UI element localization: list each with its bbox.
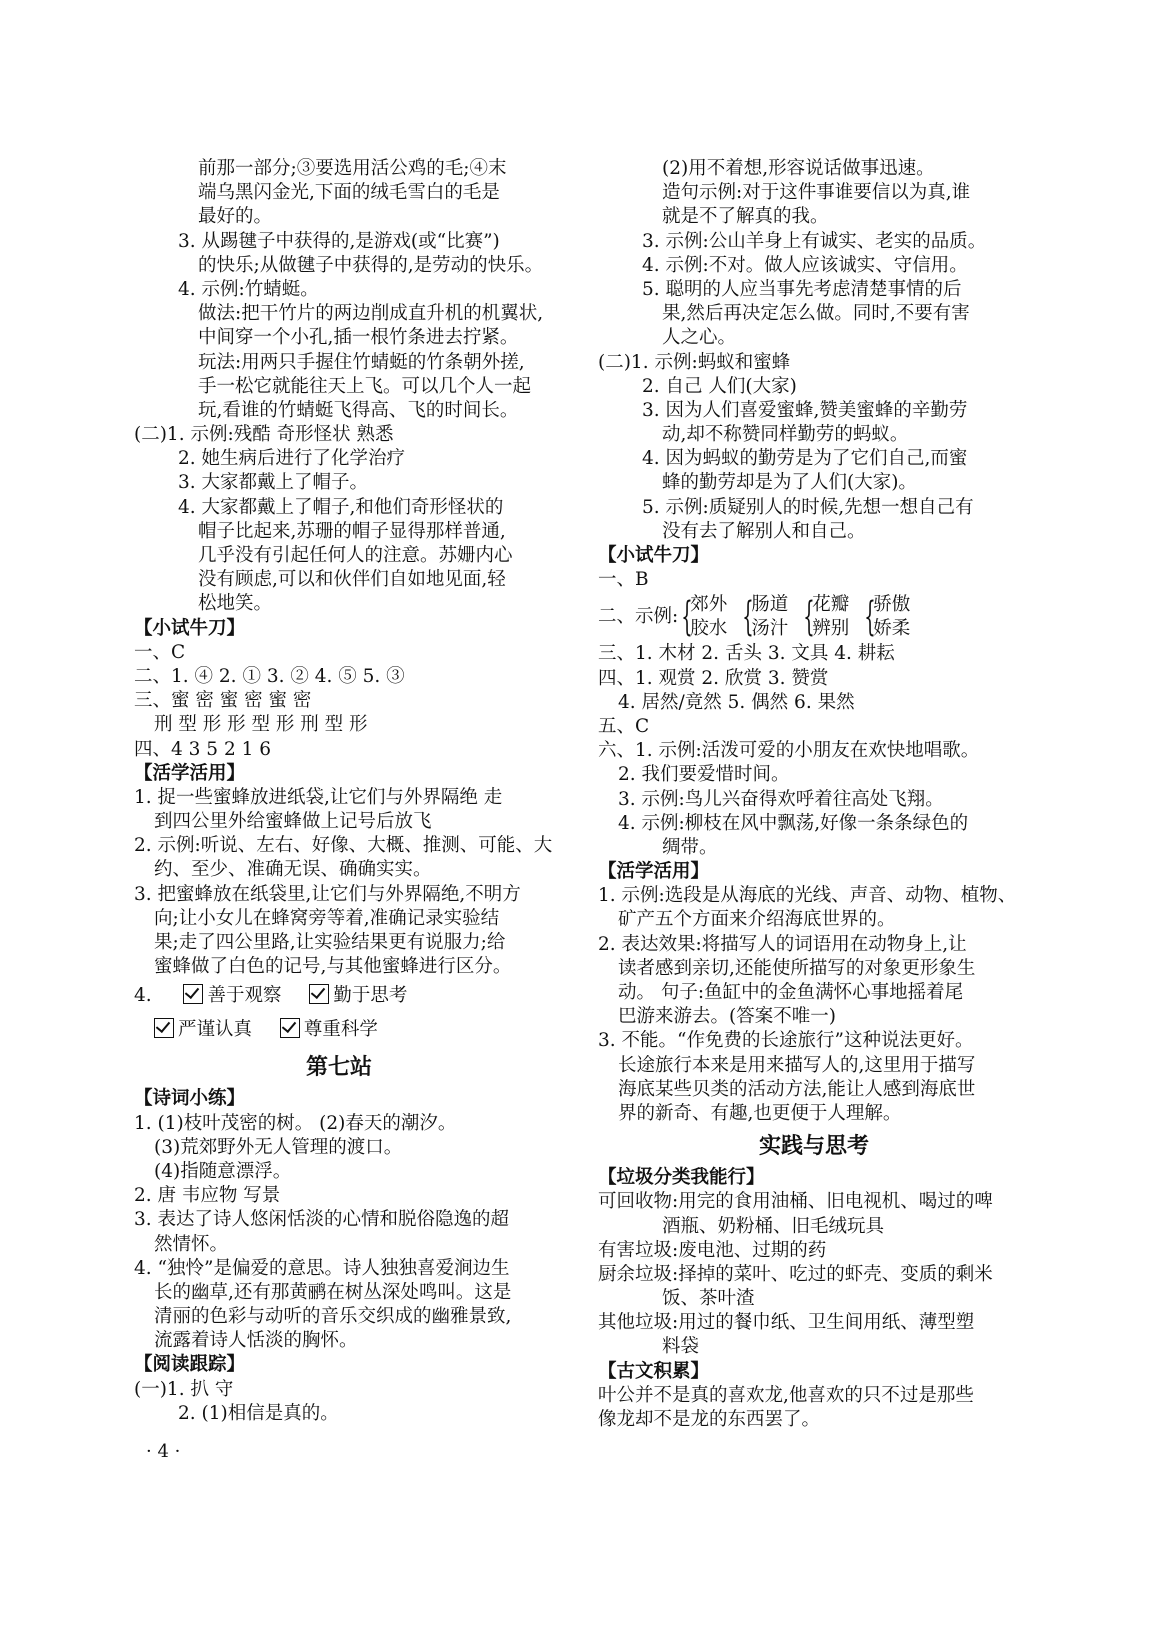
answer-line: 动。 句子:鱼缸中的金鱼满怀心事地摇着尾 <box>618 982 964 1003</box>
checkbox-row-1 <box>134 979 544 1013</box>
answer-line: 3. 表达了诗人悠闲恬淡的心情和脱俗隐逸的超 <box>134 1209 510 1231</box>
answer-line: (4)指随意漂浮。 <box>154 1160 292 1182</box>
answer-line: 果,然后再决定怎么做。同时,不要有害 <box>662 303 970 325</box>
checkbox-row-2 <box>134 1013 544 1047</box>
question-number: 4. <box>134 985 152 1007</box>
answer-line: 六、1. 示例:活泼可爱的小朋友在欢快地唱歌。 <box>598 740 980 762</box>
section-heading: 【阅读跟踪】 <box>134 1354 246 1376</box>
answer-line: 2. 我们要爱惜时间。 <box>618 764 790 786</box>
answer-line: 一、B <box>598 569 649 591</box>
answer-line: (二)1. 示例:残酷 奇形怪状 熟悉 <box>134 424 394 446</box>
check-item: 严谨认真 <box>154 1013 252 1047</box>
word-pair: { 骄傲 娇柔 <box>864 594 911 641</box>
answer-line: 4. 示例:竹蜻蜓。 <box>178 278 319 300</box>
answer-line: 造句示例:对于这件事谁要信以为真,谁 <box>662 182 971 204</box>
answer-line: 2. 自己 人们(大家) <box>642 375 797 397</box>
word-pair: { 肠道 汤汁 <box>742 594 789 641</box>
answer-line: 中间穿一个小孔,插一根竹条进去拧紧。 <box>198 327 519 349</box>
answer-line: 蜜蜂做了白色的记号,与其他蜜蜂进行区分。 <box>154 956 512 978</box>
answer-line: 前那一部分;③要选用活公鸡的毛;④末 <box>198 158 507 179</box>
answer-line: 有害垃圾:废电池、过期的药 <box>598 1239 827 1261</box>
word-pairs <box>678 593 922 641</box>
answer-line: 3. 不能。“作免费的长途旅行”这种说法更好。 <box>598 1030 974 1052</box>
section-heading: 【古文积累】 <box>598 1360 710 1382</box>
check-item: 勤于思考 <box>309 979 407 1013</box>
answer-line: 饭、茶叶渣 <box>662 1288 755 1310</box>
answer-line: 4. 示例:柳枝在风中飘荡,好像一条条绿色的 <box>618 812 969 834</box>
check-item: 尊重科学 <box>280 1013 378 1047</box>
answer-line: 矿产五个方面来介绍海底世界的。 <box>618 909 896 931</box>
answer-line: 2. 表达效果:将描写人的词语用在动物身上,让 <box>598 933 967 955</box>
answer-line: 4. 因为蚂蚁的勤劳是为了它们自己,而蜜 <box>642 448 968 470</box>
section-heading: 【小试牛刀】 <box>598 545 710 566</box>
word-pairs-label: 二、示例: <box>598 606 679 628</box>
word-pair: { 花瓣 辨别 <box>803 594 850 641</box>
answer-line: 帽子比起来,苏珊的帽子显得那样普通, <box>198 520 506 542</box>
brace-icon: { <box>742 594 755 641</box>
answer-line: 3. 因为人们喜爱蜜蜂,赞美蜜蜂的辛勤劳 <box>642 399 968 421</box>
answer-line: 清丽的色彩与动听的音乐交织成的幽雅景致, <box>154 1306 512 1328</box>
answer-line: 五、C <box>598 715 650 737</box>
answer-line: 4. 居然/竟然 5. 偶然 6. 果然 <box>618 691 855 713</box>
answer-line: 一、C <box>134 641 186 663</box>
answer-line: 松地笑。 <box>198 593 273 615</box>
answer-line: 长途旅行本来是用来描写人的,这里用于描写 <box>618 1054 976 1076</box>
answer-line: 3. 从踢毽子中获得的,是游戏(或“比赛”) <box>178 230 500 252</box>
answer-line: 叶公并不是真的喜欢龙,他喜欢的只不过是那些 <box>598 1384 974 1406</box>
answer-line: (3)荒郊野外无人管理的渡口。 <box>154 1136 403 1158</box>
checkmark-box-icon <box>280 1018 300 1038</box>
answer-line: 然情怀。 <box>154 1233 229 1255</box>
answer-line: 到四公里外给蜜蜂做上记号后放飞 <box>154 811 432 833</box>
answer-line: 像龙却不是龙的东西罢了。 <box>598 1409 821 1430</box>
answer-line: 其他垃圾:用过的餐巾纸、卫生间用纸、薄型塑 <box>598 1312 975 1334</box>
right-answers-middle <box>598 642 1030 1126</box>
answer-line: 三、蜜 密 蜜 密 蜜 密 <box>134 690 312 712</box>
answer-line: 1. (1)枝叶茂密的树。 (2)春天的潮汐。 <box>134 1112 457 1134</box>
brace-icon: { <box>803 594 816 641</box>
answer-line: 2. (1)相信是真的。 <box>178 1402 339 1424</box>
left-answers-top <box>134 157 553 979</box>
answer-line: 5. 聪明的人应当事先考虑清楚事情的后 <box>642 278 962 300</box>
word-pair: { 郊外 胶水 <box>681 594 728 641</box>
answer-line: 人之心。 <box>662 327 737 349</box>
answer-line: 1. 示例:选段是从海底的光线、声音、动物、植物、 <box>598 885 1017 907</box>
answer-line: 2. 示例:听说、左右、好像、大概、推测、可能、大 <box>134 835 553 857</box>
page-number: · 4 · <box>146 1441 181 1462</box>
brace-icon: { <box>681 594 693 641</box>
answer-line: 四、1. 观赏 2. 欣赏 3. 赞赏 <box>598 667 829 689</box>
answer-line: 3. 示例:公山羊身上有诚实、老实的品质。 <box>642 230 987 252</box>
check-item: 善于观察 <box>183 979 281 1013</box>
answer-line: (2)用不着想,形容说话做事迅速。 <box>662 158 935 179</box>
answer-line: 就是不了解真的我。 <box>662 206 829 228</box>
answer-line: 海底某些贝类的活动方法,能让人感到海底世 <box>618 1078 976 1100</box>
answer-line: 约、至少、准确无误、确确实实。 <box>154 859 432 881</box>
word-pairs-row <box>598 592 1030 642</box>
answer-line: 厨余垃圾:择掉的菜叶、吃过的虾壳、变质的剩米 <box>598 1263 993 1285</box>
answer-line: 刑 型 形 形 型 形 刑 型 形 <box>154 714 368 736</box>
answer-line: 4. “独怜”是偏爱的意思。诗人独独喜爱涧边生 <box>134 1257 510 1279</box>
answer-line: 2. 她生病后进行了化学治疗 <box>178 448 406 470</box>
answer-line: 长的幽草,还有那黄鹂在树丛深处鸣叫。这是 <box>154 1281 512 1303</box>
answer-line: 玩,看谁的竹蜻蜓飞得高、飞的时间长。 <box>198 399 519 421</box>
answer-line: 可回收物:用完的食用油桶、旧电视机、喝过的啤 <box>598 1191 993 1213</box>
answer-line: 手一松它就能往天上飞。可以几个人一起 <box>198 375 532 397</box>
answer-line: 1. 捉一些蜜蜂放进纸袋,让它们与外界隔绝 走 <box>134 786 503 808</box>
answer-line: 4. 示例:不对。做人应该诚实、守信用。 <box>642 254 968 276</box>
answer-line: 没有顾虑,可以和伙伴们自如地见面,轻 <box>198 569 506 591</box>
checkmark-box-icon <box>154 1018 174 1038</box>
answer-line: (二)1. 示例:蚂蚁和蜜蜂 <box>598 351 791 373</box>
brace-icon: { <box>864 594 877 641</box>
section-heading: 【活学活用】 <box>134 762 246 784</box>
section-title-station-7: 第七站 <box>305 1055 372 1081</box>
answer-line: 3. 把蜜蜂放在纸袋里,让它们与外界隔绝,不明方 <box>134 883 521 905</box>
answer-line: 二、1. ④ 2. ① 3. ② 4. ⑤ 5. ③ <box>134 665 405 687</box>
answer-line: 巴游来游去。(答案不唯一) <box>618 1006 836 1028</box>
section-heading: 【小试牛刀】 <box>134 617 246 639</box>
answer-line: 三、1. 木材 2. 舌头 3. 文具 4. 耕耘 <box>598 643 895 665</box>
answer-line: 没有去了解别人和自己。 <box>662 520 866 542</box>
answer-line: 最好的。 <box>198 206 273 228</box>
answer-line: 蜂的勤劳却是为了人们(大家)。 <box>662 472 917 494</box>
right-answers-bottom <box>598 1166 1030 1432</box>
answer-line: 流露着诗人恬淡的胸怀。 <box>154 1330 358 1352</box>
left-answers-bottom <box>134 1087 544 1426</box>
answer-line: 端乌黑闪金光,下面的绒毛雪白的毛是 <box>198 182 500 204</box>
section-heading: 【诗词小练】 <box>134 1088 246 1110</box>
answer-line: 动,却不称赞同样勤劳的蚂蚁。 <box>662 424 909 446</box>
answer-line: 酒瓶、奶粉桶、旧毛绒玩具 <box>662 1215 885 1237</box>
answer-line: 3. 示例:鸟儿兴奋得欢呼着往高处飞翔。 <box>618 788 944 810</box>
right-answers-top <box>598 157 1030 592</box>
answer-line: 读者感到亲切,还能使所描写的对象更形象生 <box>618 957 976 979</box>
answer-line: 绸带。 <box>662 836 718 858</box>
answer-line: 4. 大家都戴上了帽子,和他们奇形怪状的 <box>178 496 504 518</box>
answer-line: 向;让小女儿在蜂窝旁等着,准确记录实验结 <box>154 907 500 929</box>
answer-line: 5. 示例:质疑别人的时候,先想一想自己有 <box>642 496 974 518</box>
answer-line: 3. 大家都戴上了帽子。 <box>178 472 369 494</box>
answer-line: 界的新奇、有趣,也更便于人理解。 <box>618 1102 902 1124</box>
answer-line: (一)1. 扒 守 <box>134 1378 234 1400</box>
answer-line: 料袋 <box>662 1336 700 1358</box>
checkmark-box-icon <box>183 984 203 1004</box>
checkmark-box-icon <box>309 984 329 1004</box>
left-column <box>134 157 553 1426</box>
answer-line: 做法:把干竹片的两边削成直升机的机翼状, <box>198 303 544 325</box>
section-title-practice: 实践与思考 <box>758 1134 869 1160</box>
answer-line: 四、4 3 5 2 1 6 <box>134 738 272 760</box>
answer-line: 2. 唐 韦应物 写景 <box>134 1185 281 1207</box>
section-heading: 【垃圾分类我能行】 <box>598 1167 765 1189</box>
answer-line: 几乎没有引起任何人的注意。苏姗内心 <box>198 545 513 566</box>
answer-line: 果;走了四公里路,让实验结果更有说服力;给 <box>154 932 506 953</box>
right-column <box>598 157 1030 1432</box>
answer-line: 玩法:用两只手握住竹蜻蜓的竹条朝外搓, <box>198 351 525 373</box>
section-heading: 【活学活用】 <box>598 861 710 883</box>
answer-line: 的快乐;从做毽子中获得的,是劳动的快乐。 <box>198 254 544 276</box>
